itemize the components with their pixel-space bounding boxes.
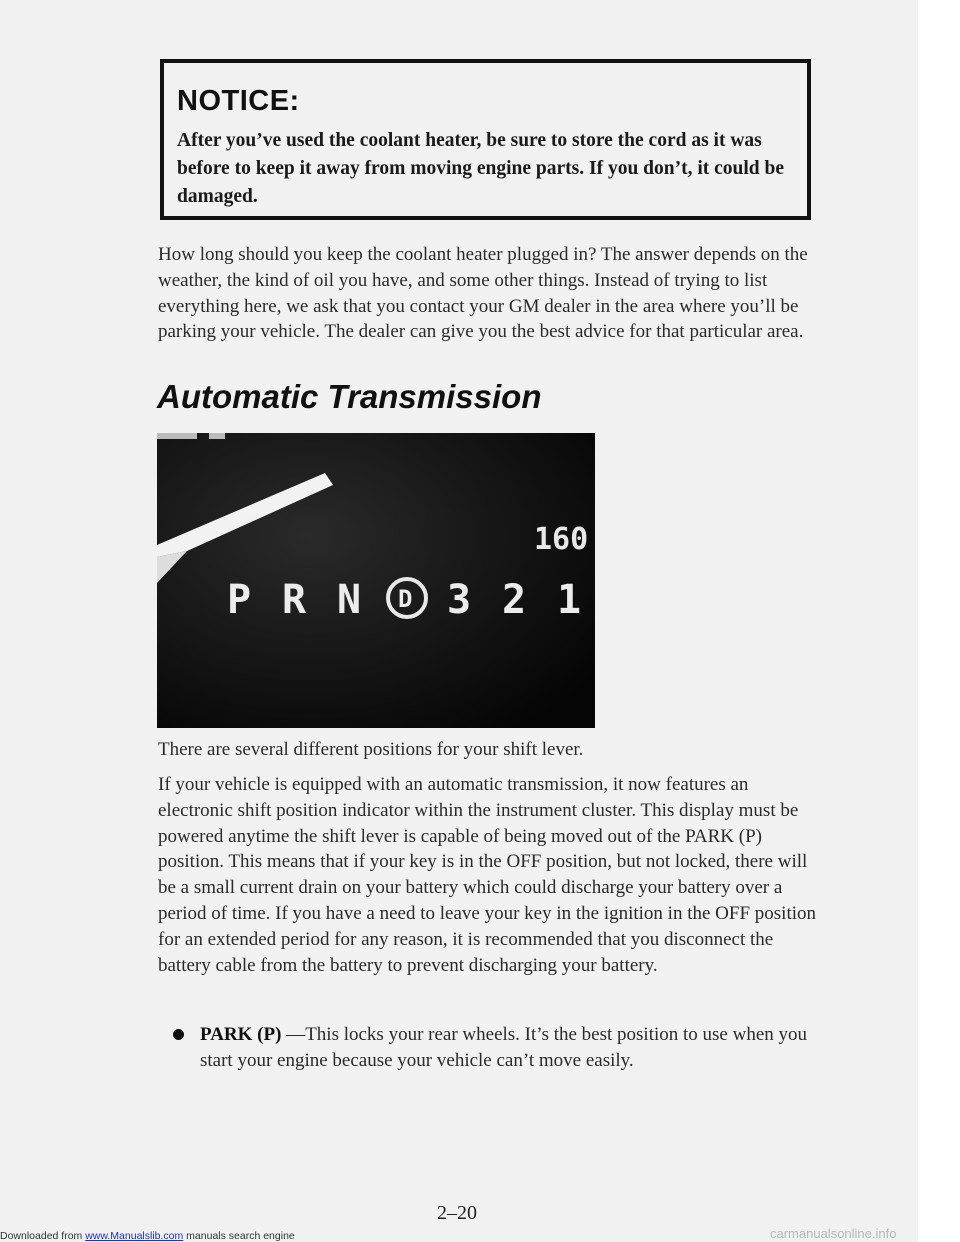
gear-letter-3: 3 bbox=[447, 577, 472, 623]
photo-background bbox=[157, 433, 595, 728]
gauge-number: 160 bbox=[534, 522, 589, 557]
notice-title: NOTICE: bbox=[177, 85, 300, 117]
bullet-icon bbox=[173, 1029, 184, 1040]
section-heading: Automatic Transmission bbox=[157, 378, 542, 415]
gear-letter-r: R bbox=[282, 577, 307, 623]
notice-body: After you’ve used the coolant heater, be sure to store the cord as it was before to keep it away from moving engine parts. If you don’t, it could be damaged. bbox=[177, 130, 785, 207]
bullet-term: PARK (P) bbox=[200, 1024, 282, 1045]
gear-letter-2: 2 bbox=[502, 577, 527, 623]
notice-box bbox=[160, 59, 811, 220]
gear-letter-p: P bbox=[227, 577, 252, 623]
gauge-tick-mark bbox=[157, 433, 197, 439]
watermark: carmanualsonline.info bbox=[770, 1226, 897, 1241]
bullet-text bbox=[200, 1022, 815, 1074]
bullet-description: —This locks your rear wheels. It’s the best position to use when you start your engine because your vehicle can’t move easily. bbox=[200, 1024, 808, 1071]
shift-indicator-image bbox=[157, 433, 595, 728]
coolant-heater-paragraph: How long should you keep the coolant heater plugged in? The answer depends on the weather, the kind of oil you have, and some other things. Instead of trying to list everything here, we ask that you contact your GM dealer in the area where you’ll be parking your vehicle. The dealer can give you the best advice for that particular area. bbox=[158, 244, 808, 343]
gear-letter-n: N bbox=[337, 577, 362, 623]
footer-prefix: Downloaded from bbox=[0, 1230, 86, 1242]
shift-indicator-paragraph: If your vehicle is equipped with an automatic transmission, it now features an electronic shift position indicator within the instrument cluster. This display must be powered anytime the shift lever is capable of being moved out of the PARK (P) position. This means that if your key is in the OFF position, but not locked, there will be a small current drain on your battery which could discharge your battery over a period of time. If you have a need to leave your key in the ignition in the OFF position for an extended period for any reason, it is recommended that you disconnect the battery cable from the battery to prevent discharging your battery. bbox=[158, 774, 817, 976]
positions-intro-paragraph: There are several different positions for your shift lever. bbox=[158, 739, 584, 760]
manualslib-link[interactable]: www.Manualslib.com bbox=[85, 1230, 184, 1242]
gear-letter-1: 1 bbox=[557, 577, 582, 623]
shift-indicator-photo bbox=[157, 433, 595, 728]
footer-suffix: manuals search engine bbox=[183, 1230, 295, 1242]
page-right-margin bbox=[918, 0, 960, 1242]
gear-letter-d: D bbox=[398, 585, 413, 613]
gauge-tick-mark-2 bbox=[209, 433, 225, 439]
page-number: 2–20 bbox=[437, 1202, 477, 1224]
download-footer bbox=[0, 1230, 295, 1242]
